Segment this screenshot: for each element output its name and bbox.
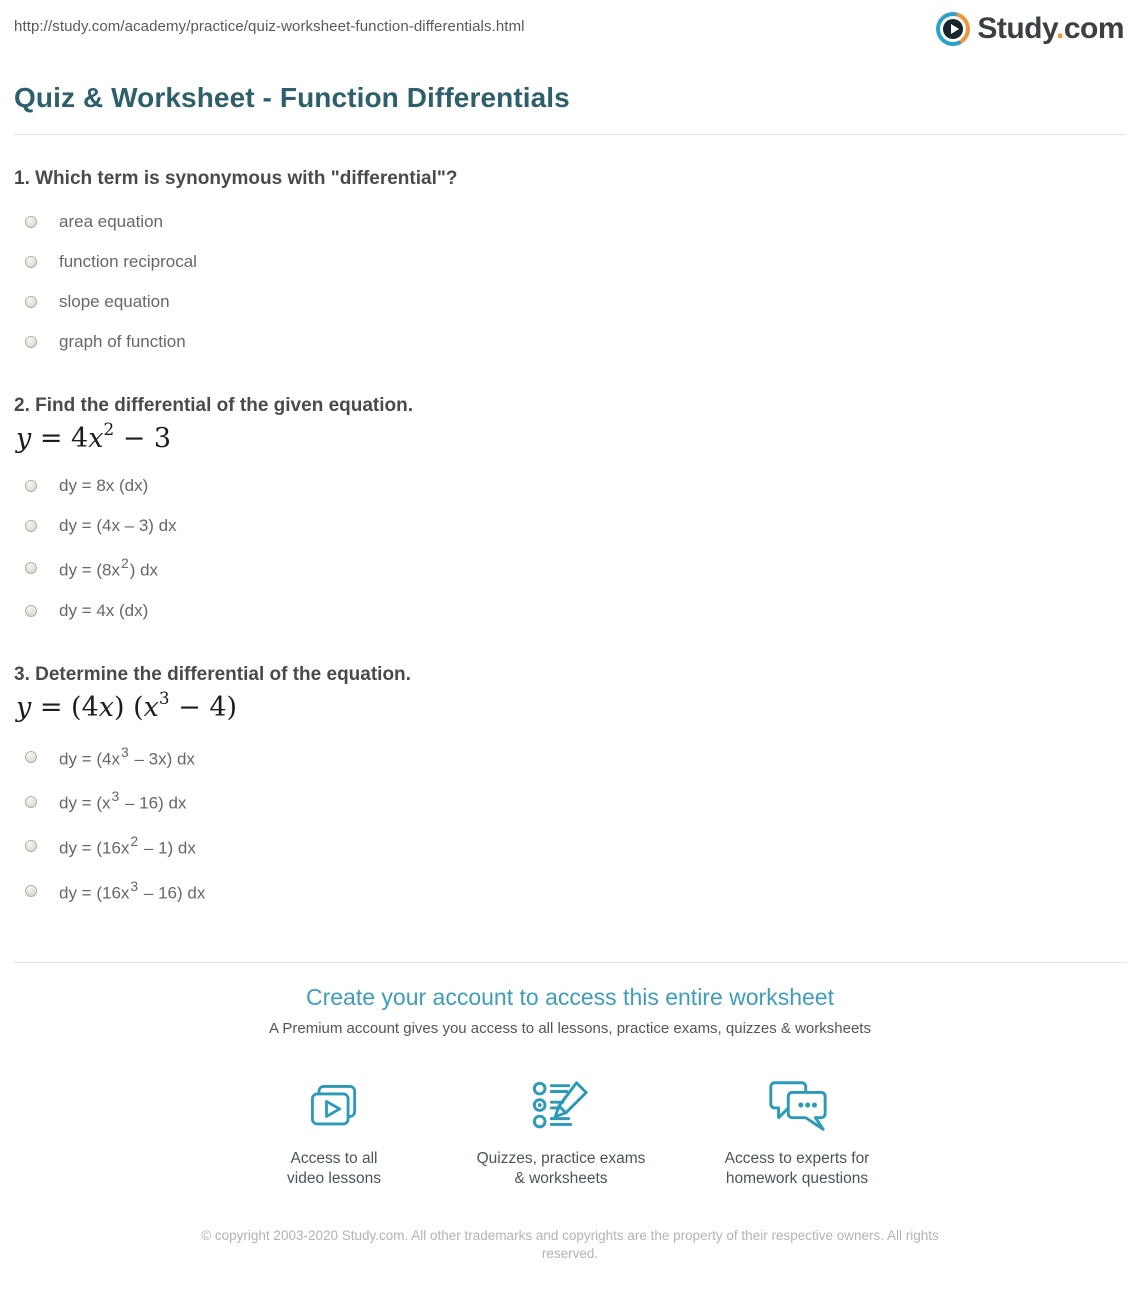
question-equation: $y = 4x^2 - 3$ bbox=[16, 419, 172, 454]
studycom-logo[interactable] bbox=[936, 12, 1124, 46]
page-url: http://study.com/academy/practice/quiz-worksheet-function-differentials.html bbox=[14, 18, 525, 35]
feature-homework-experts bbox=[688, 1077, 906, 1189]
question-equation: y = (4x) $(x^3 - 4)$ bbox=[16, 687, 238, 723]
answer-option-label: dy = 4x (dx) bbox=[59, 600, 149, 620]
studycom-play-icon bbox=[936, 12, 970, 46]
cta-heading: Create your account to access this entire worksheet bbox=[306, 984, 834, 1011]
radio-button[interactable] bbox=[25, 296, 37, 308]
answer-option-label: function reciprocal bbox=[59, 252, 197, 271]
answer-option-label: dy = $(x^3 - 16)$ dx bbox=[59, 788, 187, 813]
copyright-notice: © copyright 2003-2020 Study.com. All other trademarks and copyrights are the property of their respective owners. All rights reserved. bbox=[201, 1228, 939, 1262]
answer-option[interactable] bbox=[14, 824, 1126, 869]
radio-button[interactable] bbox=[25, 605, 37, 617]
answer-option[interactable] bbox=[14, 546, 1126, 591]
radio-button[interactable] bbox=[25, 885, 37, 897]
answer-option-label: dy = $(8x^2)$ dx bbox=[59, 555, 159, 580]
radio-button[interactable] bbox=[25, 256, 37, 268]
answer-option[interactable] bbox=[14, 322, 1126, 362]
page-title: Quiz & Worksheet - Function Differentials bbox=[14, 82, 570, 113]
answer-option-label: dy = $(4x^3 - 3x)$ dx bbox=[59, 743, 195, 769]
radio-button[interactable] bbox=[25, 751, 37, 763]
radio-button[interactable] bbox=[25, 562, 37, 574]
question-heading: 3. Determine the differential of the equation. bbox=[14, 663, 411, 685]
page-header bbox=[0, 0, 1140, 46]
answer-option-label: dy = $(16x^2 - 1)$ dx bbox=[59, 832, 196, 858]
answer-option[interactable] bbox=[14, 735, 1126, 780]
answer-option-label: slope equation bbox=[59, 292, 170, 311]
radio-button[interactable] bbox=[25, 520, 37, 532]
chat-experts-icon bbox=[688, 1077, 906, 1135]
answer-option-label: graph of function bbox=[59, 332, 186, 351]
answer-option[interactable] bbox=[14, 869, 1126, 914]
answer-option[interactable] bbox=[14, 282, 1126, 322]
answer-option[interactable] bbox=[14, 242, 1126, 282]
feature-caption: Quizzes, practice exams & worksheets bbox=[476, 1150, 646, 1188]
radio-button[interactable] bbox=[25, 216, 37, 228]
answer-options bbox=[14, 735, 1126, 914]
feature-caption: Access to all video lessons bbox=[287, 1150, 381, 1188]
radio-button[interactable] bbox=[25, 480, 37, 492]
question-block-3 bbox=[14, 664, 1126, 914]
answer-option[interactable] bbox=[14, 202, 1126, 242]
feature-row bbox=[0, 1077, 1140, 1189]
feature-quizzes-worksheets bbox=[452, 1077, 670, 1189]
question-block-2 bbox=[14, 395, 1126, 631]
answer-option-label: area equation bbox=[59, 212, 163, 231]
question-heading: 2. Find the differential of the given equation. bbox=[14, 395, 414, 416]
answer-option-label: dy = 8x (dx) bbox=[59, 476, 149, 495]
radio-button[interactable] bbox=[25, 840, 37, 852]
quizzes-worksheets-icon bbox=[452, 1077, 670, 1135]
feature-caption: Access to experts for homework questions bbox=[724, 1150, 870, 1188]
studycom-wordmark: Study.com bbox=[977, 12, 1124, 45]
answer-option-label: dy = (4x – 3) dx bbox=[59, 516, 177, 535]
title-divider bbox=[14, 134, 1126, 135]
radio-button[interactable] bbox=[25, 796, 37, 808]
answer-option[interactable] bbox=[14, 466, 1126, 506]
cta-divider bbox=[14, 962, 1126, 963]
radio-button[interactable] bbox=[25, 336, 37, 348]
question-heading: 1. Which term is synonymous with "differential"? bbox=[14, 168, 458, 189]
answer-option-label: dy = $(16x^3 - 16)$ dx bbox=[59, 877, 206, 903]
question-block-1 bbox=[14, 168, 1126, 362]
answer-options bbox=[14, 466, 1126, 631]
quiz-questions bbox=[0, 168, 1140, 913]
answer-option[interactable] bbox=[14, 506, 1126, 546]
answer-options bbox=[14, 202, 1126, 362]
video-lessons-icon bbox=[234, 1077, 434, 1135]
feature-video-lessons bbox=[234, 1077, 434, 1189]
cta-subheading: A Premium account gives you access to all lessons, practice exams, quizzes & worksheets bbox=[269, 1020, 871, 1038]
answer-option[interactable] bbox=[14, 779, 1126, 824]
answer-option[interactable] bbox=[14, 591, 1126, 631]
